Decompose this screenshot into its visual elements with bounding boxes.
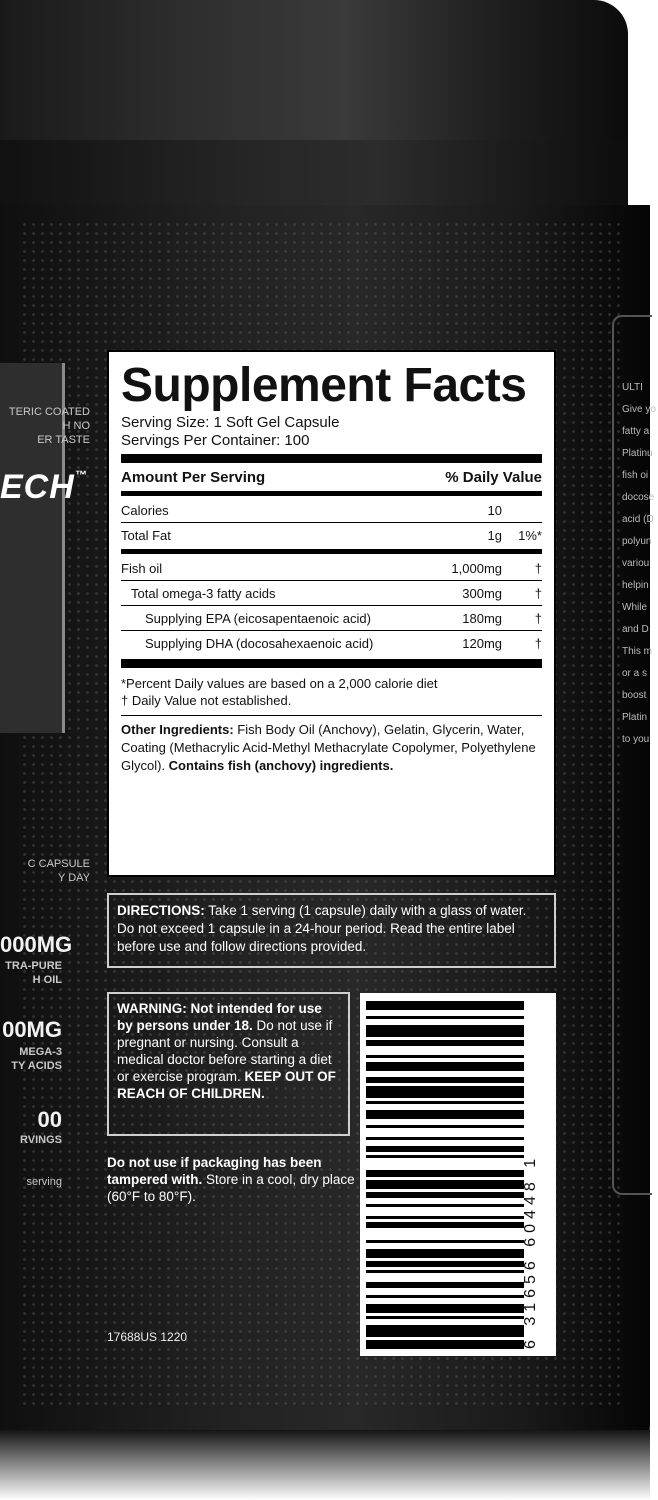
barcode-stripe [366, 1249, 524, 1258]
side-label-line: Platin [622, 712, 648, 723]
barcode-stripe [366, 1101, 524, 1104]
servings-label: RVINGS [20, 1134, 62, 1146]
other-ingredients: Other Ingredients: Fish Body Oil (Anchovy), Gelatin, Glycerin, Water, Coating (Methacrylic Acid-Methyl Methacrylate Copolymer, Polyethylene Glycol). Contains fish (anchovy) ingredients. [121, 722, 536, 773]
barcode-stripe [366, 1192, 524, 1198]
side-label-line: This m [622, 646, 652, 657]
barcode-stripe [366, 1316, 524, 1319]
capsule-claim: C CAPSULE Y DAY [27, 858, 90, 884]
bottle-cap [0, 0, 628, 140]
side-label-line: docose [622, 492, 655, 503]
barcode-stripe [366, 1062, 524, 1071]
barcode-stripe [366, 1282, 524, 1288]
barcode-stripe [366, 1001, 524, 1010]
facts-row-omega3: Total omega-3 fatty acids 300mg † [121, 581, 542, 606]
barcode-stripe [366, 1216, 524, 1219]
side-label-line: While [622, 602, 648, 613]
barcode-bars [366, 1001, 524, 1349]
supplement-facts-panel [107, 350, 556, 877]
side-label-line: ULTI [622, 382, 643, 393]
bottle-bottom [0, 1430, 650, 1500]
barcode-stripe [366, 1304, 524, 1313]
side-label-line: variou [622, 558, 650, 569]
side-label-partial [612, 315, 656, 1195]
barcode-stripe [366, 1325, 524, 1337]
daily-value-header: % Daily Value [445, 469, 542, 486]
barcode-stripe [366, 1055, 524, 1058]
barcode-stripe [366, 1270, 524, 1273]
fish-oil-label: TRA-PURE H OIL [5, 960, 62, 986]
tamper-notice: Do not use if packaging has been tampered with. Store in a cool, dry place (60°F to 80°F). [107, 1155, 355, 1204]
barcode-stripe [366, 1040, 524, 1046]
side-label-line: Give yo [622, 404, 656, 415]
facts-row-total-fat: Total Fat 1g 1%* [121, 527, 542, 543]
amount-per-serving-header: Amount Per Serving [121, 469, 266, 486]
facts-row-calories: Calories 10 [121, 498, 542, 523]
side-label-line: acid (D [622, 514, 654, 525]
barcode-stripe [366, 1204, 524, 1207]
side-label-line: boost [622, 690, 647, 701]
barcode-stripe [366, 1222, 524, 1228]
fish-oil-amount: 000MG [0, 932, 73, 957]
facts-header [121, 465, 542, 489]
servings-amount: 00 [37, 1107, 62, 1132]
barcode-stripe [366, 1180, 524, 1189]
barcode-digits: 6 31656 60448 1 [522, 1153, 539, 1349]
facts-row-epa: Supplying EPA (eicosapentaenoic acid) 180mg † [121, 606, 542, 631]
barcode-stripe [366, 1086, 524, 1098]
facts-row-fish-oil: Fish oil 1,000mg † [121, 556, 542, 581]
side-label-line: or a s [622, 668, 648, 679]
lot-code: 17688US 1220 [107, 1330, 188, 1344]
facts-row-dha: Supplying DHA (docosahexaenoic acid) 120mg † [145, 635, 542, 651]
brand-logo: ECH™ [0, 468, 88, 506]
barcode-stripe [366, 1016, 524, 1019]
omega-label: MEGA-3 TY ACIDS [11, 1046, 62, 1072]
divider-thick [121, 659, 542, 668]
omega-amount: 00MG [2, 1017, 62, 1042]
serving-size: Serving Size: 1 Soft Gel Capsule [121, 414, 340, 431]
barcode-stripe [366, 1146, 524, 1152]
facts-footnotes: *Percent Daily values are based on a 2,000 calorie diet † Daily Value not established. [121, 676, 438, 708]
barcode-stripe [366, 1340, 524, 1349]
barcode-stripe [366, 1240, 524, 1243]
barcode-stripe [366, 1110, 524, 1119]
warning-panel: WARNING: Not intended for use by persons under 18. Do not use if pregnant or nursing. Consult a medical doctor before starting a diet or exercise program. KEEP OUT OF REACH OF CHILDREN. [107, 992, 350, 1136]
barcode-stripe [366, 1025, 524, 1037]
side-label-line: fish oi [622, 470, 649, 481]
barcode-stripe [366, 1155, 524, 1158]
divider-mid [121, 491, 542, 496]
side-label-line: Platinu [622, 448, 653, 459]
side-label-line: to you [622, 734, 650, 745]
barcode-stripe [366, 1261, 524, 1267]
directions-panel: DIRECTIONS: Take 1 serving (1 capsule) daily with a glass of water. Do not exceed 1 capsule in a 24-hour period. Read the entire label before use and follow directions provided. [107, 893, 556, 968]
front-label-partial [0, 355, 100, 1285]
facts-title: Supplement Facts [121, 359, 527, 412]
divider-thick [121, 454, 542, 463]
side-label-line: polyun [622, 536, 652, 547]
side-label-line: fatty a [622, 426, 650, 437]
divider-mid [121, 549, 542, 554]
barcode-stripe [366, 1077, 524, 1083]
servings-per-container: Servings Per Container: 100 [121, 432, 310, 449]
barcode [360, 993, 556, 1356]
barcode-stripe [366, 1137, 524, 1140]
barcode-stripe [366, 1125, 524, 1128]
coating-claim: TERIC COATED H NO ER TASTE [8, 406, 90, 446]
barcode-stripe [366, 1170, 524, 1176]
serving-footnote: serving [26, 1176, 62, 1188]
barcode-stripe [366, 1295, 524, 1298]
side-label-line: helpin [622, 580, 649, 591]
side-label-line: and D [622, 624, 649, 635]
barcode-digits-wrap [522, 1001, 552, 1349]
